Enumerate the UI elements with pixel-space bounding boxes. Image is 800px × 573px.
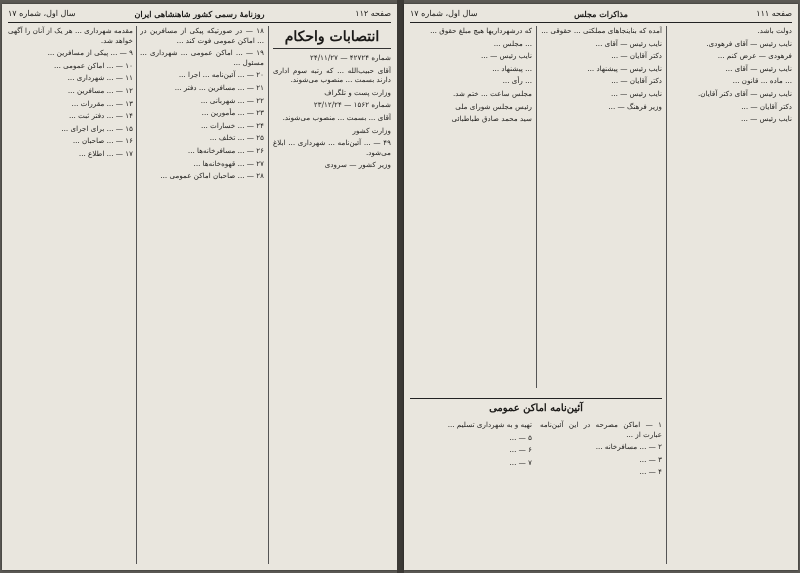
paragraph: ... پیشنهاد ... — [492, 63, 532, 73]
section-rule — [410, 398, 662, 399]
page-header — [8, 7, 391, 21]
column-regulation-middle — [140, 26, 264, 564]
paragraph: ۹ — ... پیکی از مسافرین ... — [47, 48, 133, 58]
paragraph: ۲۲ — ... شهربانی ... — [200, 95, 264, 105]
paragraph: نایب رئیس — پیشنهاد ... — [587, 63, 662, 73]
paragraph: نایب رئیس — آقای دکتر آقایان. — [697, 88, 792, 98]
paragraph: که درشهرداریها هیچ مبلغ حقوق ... — [430, 26, 532, 35]
column-appointments — [273, 26, 391, 564]
paragraphs — [410, 420, 532, 467]
paragraph: دولت باشد. — [757, 26, 792, 35]
section-heading: انتصابات واحکام — [273, 28, 391, 49]
paragraph: ۱ — اماکن مصرحه در این آئین‌نامه عبارت از ... — [540, 420, 662, 439]
paragraph: فرهودی — عرض کنم ... — [717, 51, 792, 61]
paragraph: دکتر آقایان — ... — [611, 76, 662, 86]
left-page — [2, 4, 397, 570]
header-rule — [8, 22, 391, 23]
paper-title: روزنامهٔ رسمی کشور شاهنشاهی ایران — [134, 9, 265, 19]
regulation-column-2 — [410, 420, 532, 564]
page-number: صفحه ۱۱۲ — [355, 9, 391, 18]
paragraphs — [273, 53, 391, 170]
paragraph: ۲۳ — ... مأمورین ... — [201, 108, 264, 118]
column-debates-middle — [540, 26, 662, 388]
right-page — [404, 4, 798, 570]
paragraph: سید محمد صادق طباطبائی — [451, 114, 532, 124]
paragraph: مقدمه شهرداری ... هر یک از آنان را آگهی خواهد شد. — [8, 26, 133, 45]
paragraph: ۲۵ — ... تخلف ... — [209, 133, 264, 143]
paragraph: ۲۸ — ... صاحبان اماکن عمومی ... — [160, 171, 264, 181]
paragraphs — [670, 26, 792, 124]
paragraph: ۳ — ... — [639, 454, 662, 464]
column-debates-left — [410, 26, 532, 388]
paragraph: ۴ — ... — [639, 467, 662, 477]
paragraph: ۲۷ — ... قهوه‌خانه‌ها ... — [193, 158, 264, 168]
paragraph: ۲۱ — ... مسافرین ... دفتر ... — [174, 82, 264, 92]
column-regulation-left — [8, 26, 133, 564]
paragraph: نایب رئیس — آقای ... — [595, 38, 662, 48]
section-title: مذاکرات مجلس — [574, 9, 628, 19]
paragraph: ۱۱ — ... شهرداری ... — [67, 73, 133, 83]
column-divider — [136, 26, 137, 564]
paragraph: ۲۶ — ... مسافرخانه‌ها ... — [187, 145, 264, 155]
paragraph: ۱۴ — ... دفتر ثبت ... — [68, 111, 133, 121]
paragraphs — [8, 26, 133, 159]
paragraph: ... رأی ... — [502, 76, 532, 86]
column-divider — [268, 26, 269, 564]
paragraph: نایب رئیس — ... — [741, 114, 792, 124]
paragraph: شماره ۴۲۷۲۴ — ۲۴/۱۱/۲۷ — [310, 53, 391, 62]
paragraph: وزیر فرهنگ — ... — [608, 101, 662, 111]
paragraph: آقای ... بسمت ... منصوب می‌شوند. — [282, 112, 391, 122]
paragraphs — [540, 26, 662, 111]
paragraph: ۵ — ... — [509, 432, 532, 442]
paragraph: وزیر کشور — سرودی — [324, 160, 391, 170]
paragraph: آمده که بناینجاهای مملکتی ... حقوقی ... — [541, 26, 662, 35]
column-debates-right — [670, 26, 792, 564]
paragraph: ۲۰ — ... آئین‌نامه ... اجرا ... — [178, 70, 264, 80]
paragraph: وزارت پست و تلگراف — [324, 87, 391, 97]
paragraph: دکتر آقایان — ... — [611, 51, 662, 61]
paragraph: نایب رئیس — آقای فرهودی. — [706, 38, 792, 48]
paragraphs — [410, 26, 532, 124]
paragraph: ۱۷ — ... اطلاع ... — [78, 148, 133, 158]
header-rule — [410, 22, 792, 23]
paragraph: ۱۵ — ... برای اجرای ... — [61, 123, 133, 133]
paragraphs — [140, 26, 264, 181]
paragraph: ۴۹ — ... آئین‌نامه ... شهرداری ... ابلاغ می‌شود. — [273, 138, 391, 157]
paragraph: رئیس مجلس شورای ملی — [455, 101, 532, 111]
paragraph: شماره ۱۵۶۲ — ۲۳/۱۲/۲۴ — [313, 100, 391, 110]
paragraph: وزارت کشور — [352, 125, 391, 135]
paragraph: مجلس ساعت ... ختم شد. — [452, 88, 532, 98]
paragraph: ... مجلس ... — [493, 38, 532, 48]
paragraph: تهیه و به شهرداری تسلیم ... — [447, 420, 532, 429]
issue-label: سال اول، شماره ۱۷ — [8, 9, 76, 18]
paragraph: ۱۸ — در صورتیکه پیکی از مسافرین در ... اماکن عمومی فوت کند ... — [140, 26, 264, 45]
paragraph: ۱۹ — ... اماکن عمومی ... شهرداری ... مسئول ... — [140, 48, 264, 67]
paragraph: ۲۴ — ... خسارات ... — [200, 120, 264, 130]
paragraph: ۱۶ — ... صاحبان ... — [72, 136, 133, 146]
paragraph: ... ماده ... قانون ... — [732, 76, 792, 86]
paragraph: ۱۲ — ... مسافرین ... — [67, 85, 133, 95]
paragraph: ۱۳ — ... مقررات ... — [71, 98, 133, 108]
page-number: صفحه ۱۱۱ — [756, 9, 792, 18]
page-gutter — [397, 0, 404, 573]
column-divider — [536, 26, 537, 388]
paragraph: نایب رئیس — آقای ... — [725, 63, 792, 73]
column-divider — [666, 26, 667, 564]
paragraph: ۱۰ — ... اماکن عمومی ... — [54, 60, 133, 70]
paragraph: نایب رئیس — ... — [611, 88, 662, 98]
paragraph: ۷ — ... — [509, 457, 532, 467]
paragraph: نایب رئیس — ... — [481, 51, 532, 61]
page-header — [410, 7, 792, 21]
issue-label: سال اول، شماره ۱۷ — [410, 9, 478, 18]
paragraphs — [540, 420, 662, 477]
paragraph: آقای حبیب‌الله ... که رتبه سوم اداری دارند بسمت ... منصوب می‌شوند. — [273, 65, 391, 85]
regulation-title: آئین‌نامه اماکن عمومی — [489, 403, 583, 414]
paragraph: ۲ — ... مسافرخانه ... — [595, 442, 662, 452]
paragraph: دکتر آقایان — ... — [741, 101, 792, 111]
regulation-column-1 — [540, 420, 662, 564]
paragraph: ۶ — ... — [509, 445, 532, 455]
